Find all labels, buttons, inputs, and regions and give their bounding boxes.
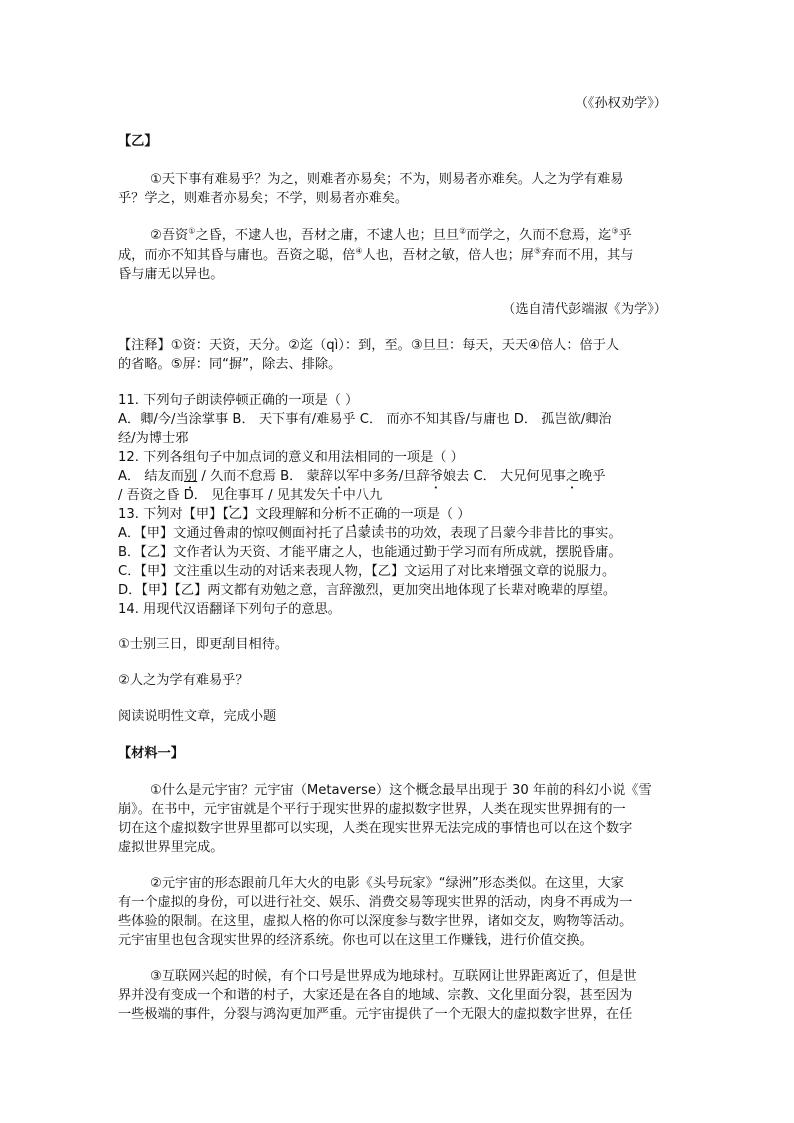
question-13-option-c: C．【甲】文注重以生动的对话来表现人物，【乙】文运用了对比来增强文章的说服力。 — [118, 564, 616, 579]
material-1-paragraph-2-line-3: 些体验的限制。在这里，虚拟人格的你可以深度参与数字世界，诸如交友，购物等活动。 — [118, 914, 633, 929]
question-13-stem: 13. 下列对【甲】【乙】文段理解和分析不正确的一项是（ ） — [118, 507, 471, 522]
question-14-sentence-1: ①士别三日，即更刮目相待。 — [118, 637, 289, 652]
notes-line-1: 【注释】①资：天资，天分。②迄（qì）：到，至。③旦旦：每天，天天④倍人：倍于人 — [118, 338, 620, 353]
question-11-options-line-2: 经/为博士邪 — [118, 431, 189, 446]
yi-paragraph-1-line-2: 乎？学之，则难者亦易矣；不学，则易者亦难矣。 — [118, 191, 409, 206]
yi-paragraph-2-line-1: ②吾资①之昏，不逮人也，吾材之庸，不逮人也；旦旦②而学之，久而不怠焉，迄③乎 — [150, 226, 632, 243]
notes-line-2: 的省略。⑤屏：同“摒”，除去、排除。 — [118, 357, 342, 372]
material-1-paragraph-3-line-3: 一些极端的事件，分裂与鸿沟更加严重。元宇宙提供了一个无限大的虚拟数字世界，在任 — [118, 1007, 633, 1022]
source-citation-2: （选自清代彭端淑《为学》） — [502, 302, 667, 317]
material-1-paragraph-2-line-4: 元宇宙里也包含现实世界的经济系统。你也可以在这里工作赚钱，进行价值交换。 — [118, 933, 593, 948]
question-14-sentence-2: ②人之为学有难易乎？ — [118, 673, 249, 688]
question-12-options-line-1: A． 结友而别 / 久而不怠焉 B． 蒙辞以军中多务/旦辞爷娘去 C． 大兄何见事之晚乎 — [118, 469, 606, 484]
material-1-paragraph-3-line-1: ③互联网兴起的时候，有个口号是世界成为地球村。互联网让世界距离近了，但是世 — [150, 969, 637, 984]
question-13-option-a: A．【甲】文通过鲁肃的惊叹侧面衬托了吕蒙读书的功效，表现了吕蒙今非昔比的事实。 — [118, 526, 622, 541]
material-1-paragraph-1-line-1: ①什么是元宇宙？元宇宙（Metaverse）这个概念最早出现于 30 年前的科幻小说《雪 — [150, 783, 652, 798]
question-12-stem: 12. 下列各组句子中加点词的意义和用法相同的一项是（ ） — [118, 450, 464, 465]
material-1-heading: 【材料一】 — [118, 746, 184, 761]
material-1-paragraph-1-line-2: 崩》。在书中，元宇宙就是个平行于现实世界的虚拟数字世界，人类在现实世界拥有的一 — [118, 802, 626, 817]
material-1-paragraph-1-line-3: 切在这个虚拟数字世界里都可以实现，人类在现实世界无法完成的事情也可以在这个数字 — [118, 821, 633, 836]
question-13-option-d: D．【甲】【乙】两文都有劝勉之意，言辞激烈，更加突出地体现了长辈对晚辈的厚望。 — [118, 583, 617, 598]
question-12-options-line-2: / 吾资之昏 D． 见往事耳 / 见其发矢十中八九 — [118, 488, 383, 503]
question-11-stem: 11. 下列句子朗读停顿正确的一项是（ ） — [118, 393, 359, 408]
section-heading-yi: 【乙】 — [118, 134, 158, 149]
question-14-stem: 14. 用现代汉语翻译下列句子的意思。 — [118, 602, 341, 617]
question-11-options-line-1: A．卿/今/当涂掌事 B． 天下事有/难易乎 C． 而亦不知其昏/与庸也 D． 孤岂欲/卿治 — [118, 412, 612, 427]
question-13-option-b: B．【乙】文作者认为天资、才能平庸之人，也能通过勤于学习而有所成就，摆脱昏庸。 — [118, 545, 622, 560]
yi-paragraph-1-line-1: ①天下事有难易乎？为之，则难者亦易矣；不为，则易者亦难矣。人之为学有难易 — [150, 172, 624, 187]
yi-paragraph-2-line-3: 昏与庸无以异也。 — [118, 267, 224, 282]
material-1-paragraph-1-line-4: 虚拟世界里完成。 — [118, 840, 224, 855]
material-1-paragraph-2-line-1: ②元宇宙的形态跟前几年大火的电影《头号玩家》“绿洲”形态类似。在这里，大家 — [150, 876, 624, 891]
yi-paragraph-2-line-2: 成，而亦不知其昏与庸也。吾资之聪，倍④人也，吾材之敏，倍人也；屏⑤弃而不用，其与 — [118, 246, 634, 263]
material-1-paragraph-2-line-2: 有一个虚拟的身份，可以进行社交、娱乐、消费交易等现实世界的活动，肉身不再成为一 — [118, 895, 633, 910]
reading-instruction: 阅读说明性文章，完成小题 — [118, 709, 277, 724]
source-citation-1: （《孙权劝学》） — [574, 96, 667, 111]
material-1-paragraph-3-line-2: 界并没有变成一个和谐的村子，大家还是在各自的地域、宗教、文化里面分裂，甚至因为 — [118, 988, 633, 1003]
